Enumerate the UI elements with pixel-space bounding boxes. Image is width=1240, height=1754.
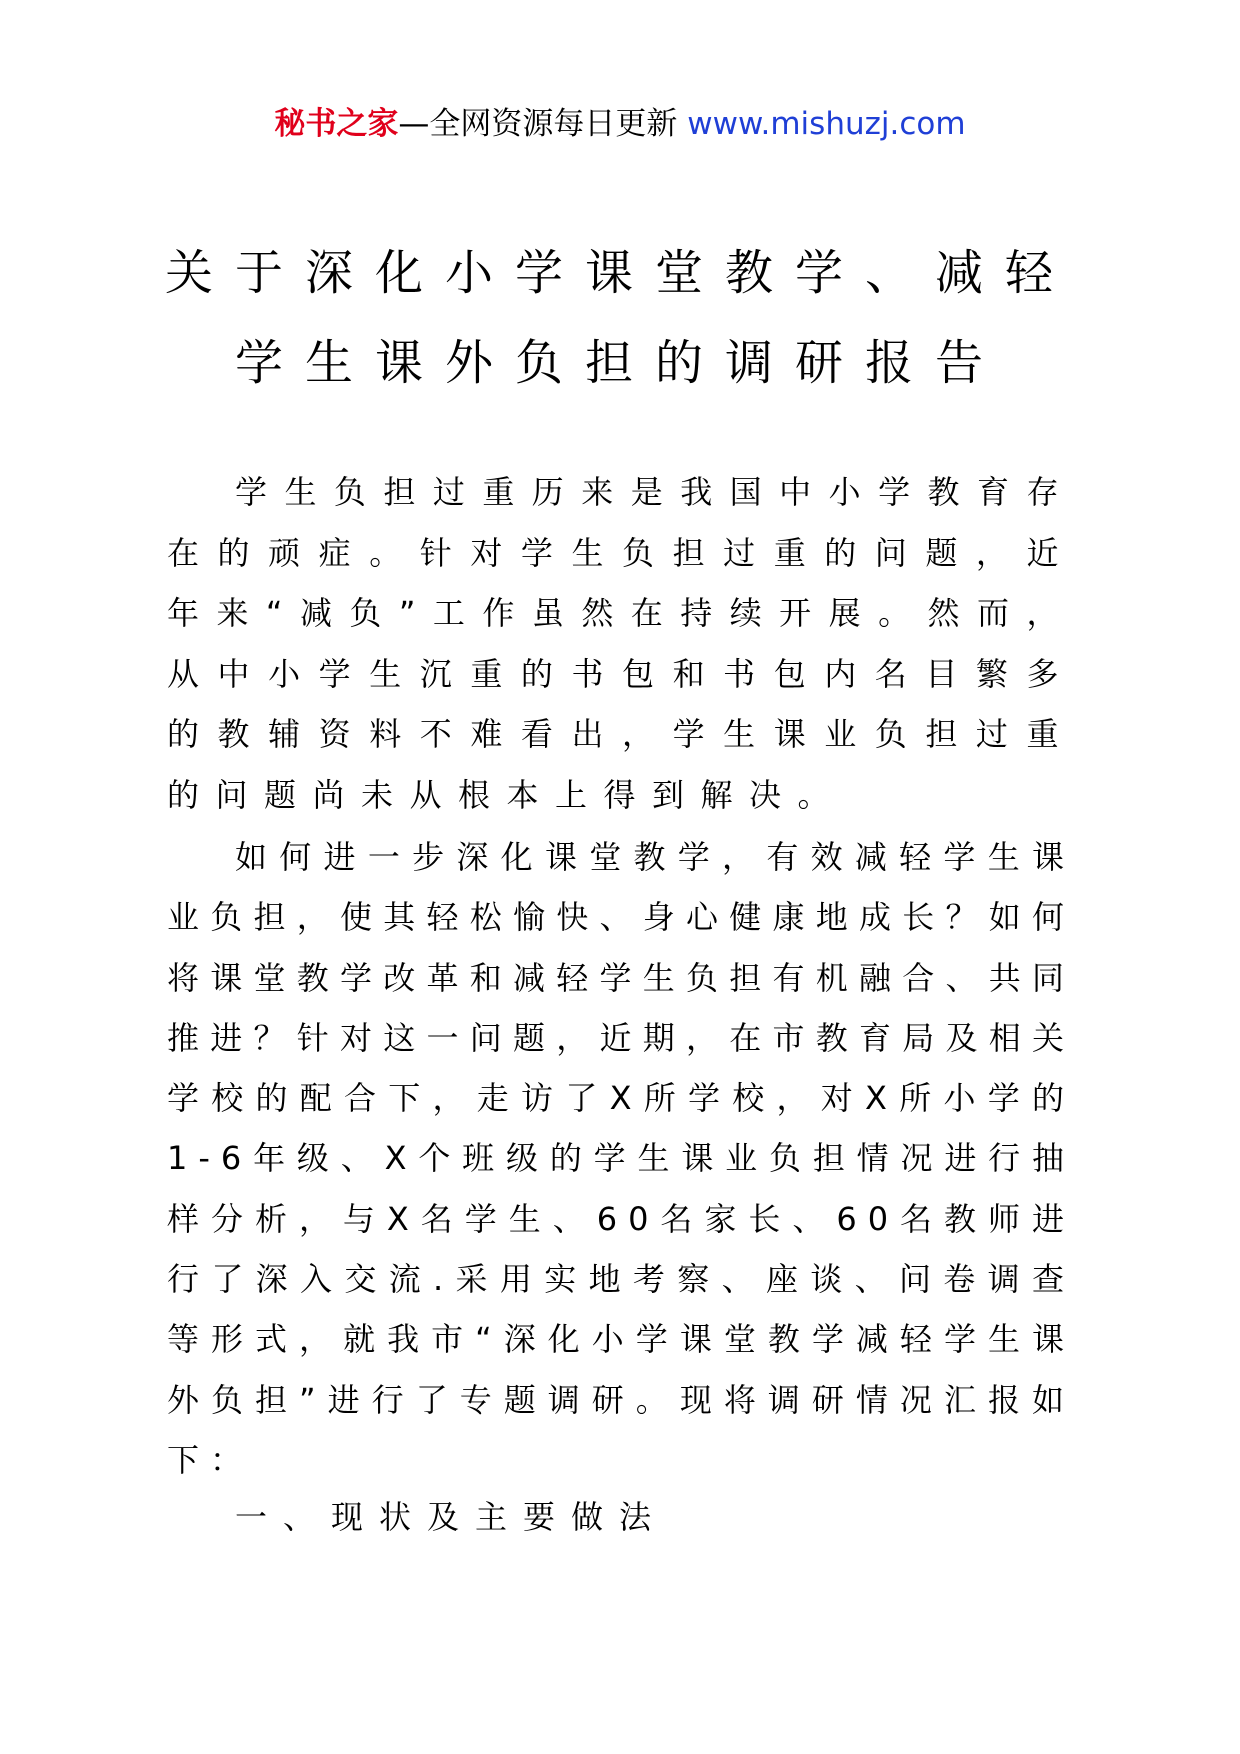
section-heading: 一、现状及主要做法 [235,1498,668,1536]
site-banner [0,96,1240,152]
site-url-link[interactable]: www.mishuzj.com [687,106,966,142]
paragraph-intro: 学生负担过重历来是我国中小学教育存在的顽症。针对学生负担过重的问题，近年来“减负”工作虽然在持续开展。然而，从中小学生沉重的书包和书包内名目繁多的教辅资料不难看出，学生课业负担过重的问题尚未从根本上得到解决。 [167,473,1075,814]
site-tagline: —全网资源每日更新 [398,106,678,142]
site-name: 秘书之家 [274,106,399,142]
document-title [150,228,1090,408]
title-line-1: 关于深化小学课堂教学、减轻 [164,245,1075,301]
paragraph-method: 如何进一步深化课堂教学，有效减轻学生课业负担，使其轻松愉快、身心健康地成长？如何将课堂教学改革和减轻学生负担有机融合、共同推进？针对这一问题，近期，在市教育局及相关学校的配合下，走访了X所学校，对X所小学的1-6年级、X个班级的学生课业负担情况进行抽样分析，与X名学生、60名家长、60名教师进行了深入交流.采用实地考察、座谈、问卷调查等形式，就我市“深化小学课堂教学减轻学生课外负担”进行了专题调研。现将调研情况汇报如下： [167,838,1075,1479]
title-line-2: 学生课外负担的调研报告 [234,335,1005,391]
